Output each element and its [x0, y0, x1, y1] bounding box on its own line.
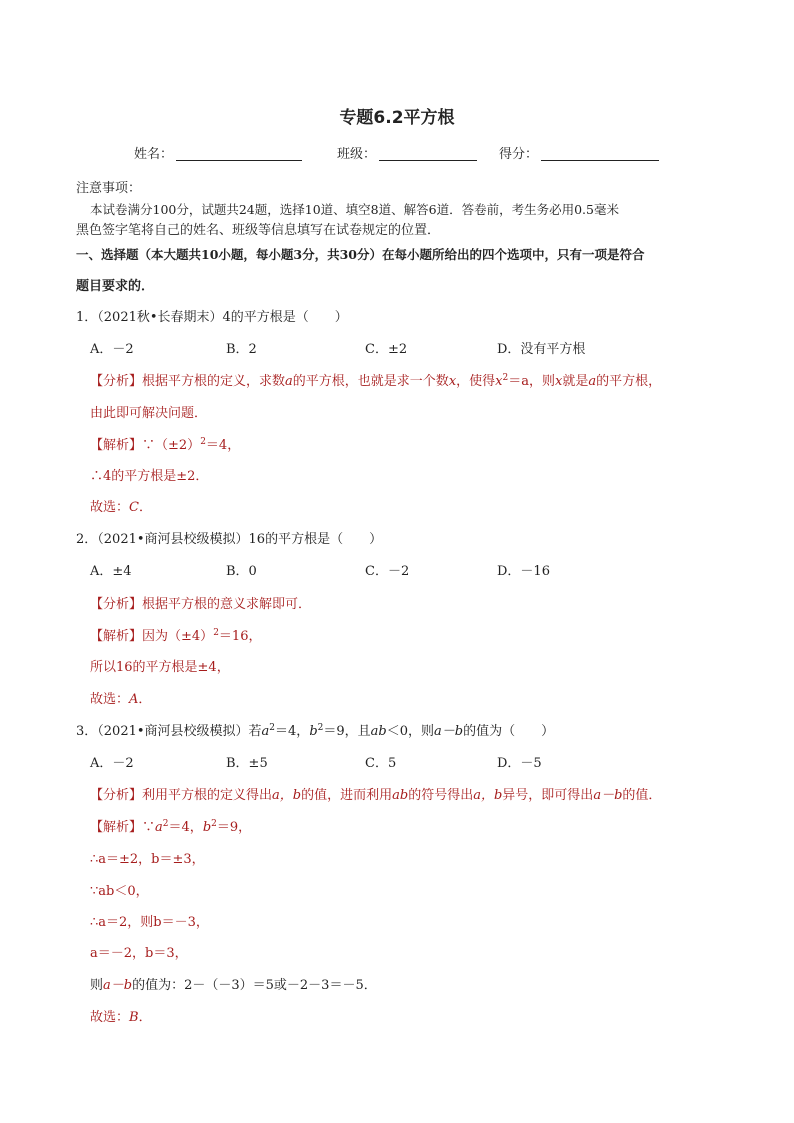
q1-analysis-cont: 由此即可解决问题． — [90, 406, 208, 421]
q3-answer: 故选：B． — [90, 1010, 152, 1025]
score-blank — [541, 160, 659, 161]
q2-analysis: 【分析】根据平方根的意义求解即可． — [90, 597, 312, 612]
q3-option-a: A．－2 — [90, 756, 134, 771]
solution-label: 【解析】 — [90, 629, 143, 644]
name-label: 姓名： — [134, 147, 174, 162]
solution-label: 【解析】 — [90, 438, 143, 453]
q3-solution-line-3: ∵ab＜0， — [90, 884, 149, 899]
q3-solution-line-2: ∴a＝±2，b＝±3， — [90, 852, 205, 867]
q3-option-c: C．5 — [365, 756, 397, 771]
section-heading: 一、选择题（本大题共10小题，每小题3分，共30分）在每小题所给出的四个选项中，只有一项是符合 — [76, 247, 645, 262]
q2-solution-line-2: 所以16的平方根是±4， — [90, 660, 230, 675]
q3-option-b: B．±5 — [226, 756, 268, 771]
q1-answer: 故选：C． — [90, 500, 152, 515]
q1-analysis: 【分析】根据平方根的定义，求数a的平方根，也就是求一个数x，使得$x^2=a$，则x就是a的平方根， — [90, 373, 662, 389]
q2-option-d: D．－16 — [497, 564, 550, 579]
q3-solution-line-6: 则a－b的值为：2－（－3）＝5或－2－3＝－5． — [90, 978, 377, 993]
analysis-label: 【分析】 — [90, 374, 143, 389]
q2-answer: 故选：A． — [90, 692, 152, 707]
q2-solution: 【解析】因为$(\pm 4)^2=16$， — [90, 628, 262, 644]
notice-line-1: 本试卷满分100分，试题共24题，选择10道、填空8道、解答6道．答卷前，考生务必用0.5毫米 — [90, 202, 619, 217]
notice-line-2: 黑色签字笔将自己的姓名、班级等信息填写在试卷规定的位置． — [76, 223, 441, 238]
q3-solution-line-4: ∴a＝2，则b＝－3， — [90, 915, 209, 930]
q1-option-b: B．2 — [226, 342, 257, 357]
q2-option-a: A．±4 — [90, 564, 132, 579]
q2-option-c: C．－2 — [365, 564, 410, 579]
q2-option-b: B．0 — [226, 564, 257, 579]
notice-heading: 注意事项： — [76, 181, 142, 196]
score-label: 得分： — [499, 147, 539, 162]
class-label: 班级： — [337, 147, 377, 162]
q3-solution-line-5: a＝－2，b＝3， — [90, 946, 188, 961]
q1-option-a: A．－2 — [90, 342, 134, 357]
q3-stem: 3．（2021•商河县校级模拟）若$a^2=4$，$b^2=9$，且ab＜0，则a－b的值为（ ） — [76, 723, 555, 739]
q1-stem: 1．（2021秋•长春期末）4的平方根是（ ） — [76, 310, 348, 325]
q3-option-d: D．－5 — [497, 756, 542, 771]
page-title: 专题6.2平方根 — [339, 108, 455, 128]
q1-option-c: C．±2 — [365, 342, 408, 357]
class-blank — [379, 160, 477, 161]
analysis-label: 【分析】 — [90, 597, 143, 612]
q1-option-d: D．没有平方根 — [497, 342, 586, 357]
q1-solution: 【解析】$\because(\pm 2)^2=4$， — [90, 437, 241, 453]
q3-analysis: 【分析】利用平方根的定义得出a，b的值，进而利用ab的符号得出a，b异号，即可得出a－b的值． — [90, 788, 662, 803]
q3-solution: 【解析】$\because a^2=4$，$b^2=9$， — [90, 819, 252, 835]
analysis-label: 【分析】 — [90, 788, 143, 803]
q2-stem: 2．（2021•商河县校级模拟）16的平方根是（ ） — [76, 532, 383, 547]
solution-label: 【解析】 — [90, 820, 143, 835]
name-blank — [176, 160, 302, 161]
section-heading-cont: 题目要求的． — [76, 279, 155, 294]
q1-solution-line-2: ∴4的平方根是±2． — [90, 469, 209, 484]
